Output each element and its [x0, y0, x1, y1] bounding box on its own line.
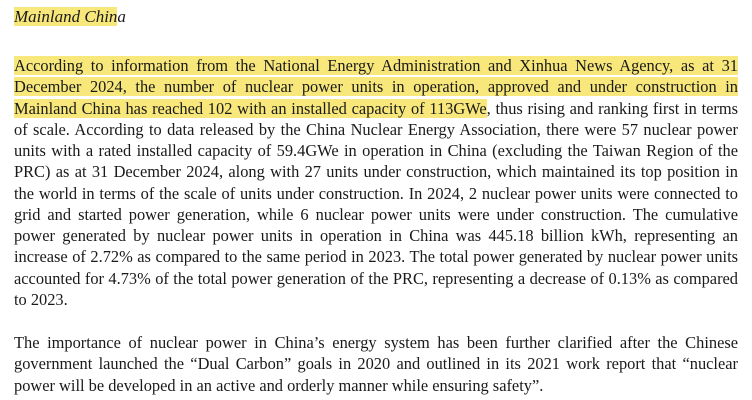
paragraph-nuclear-statistics: [14, 55, 738, 310]
section-heading: [14, 6, 738, 28]
heading-regular-text: a: [117, 7, 126, 26]
paragraph-dual-carbon: The importance of nuclear power in China’s energy system has been further clarified after the Chinese government launched the “Dual Carbon” goals in 2020 and outlined in its 2021 work report that “nuclear power will be developed in an active and orderly manner while ensuring safety”.: [14, 333, 738, 395]
paragraph1-regular-text: , thus rising and ranking first in terms of scale. According to data released by the China Nuclear Energy Association, there were 57 nuclear power units with a rated installed capacity of 59.4GWe in operation in China (excluding the Taiwan Region of the PRC) as at 31 December 2024, along with 27 units under construction, which maintained its top position in the world in terms of the scale of units under construction. In 2024, 2 nuclear power units were connected to grid and started power generation, while 6 nuclear power units were under construction. The cumulative power generated by nuclear power units in operation in China was 445.18 billion kWh, representing an increase of 2.72% as compared to the same period in 2023. The total power generated by nuclear power units accounted for 4.73% of the total power generation of the PRC, representing a decrease of 0.13% as compared to 2023.: [14, 98, 738, 309]
heading-highlighted-text: Mainland Chin: [14, 7, 118, 26]
paragraph1-highlighted-text: According to information from the National Energy Administration and Xinhua News Agency, as at 31 December 2024, the number of nuclear power units in operation, approved and under construction in Mainland China has reached 102 with an installed capacity of 113GWe: [14, 56, 738, 118]
